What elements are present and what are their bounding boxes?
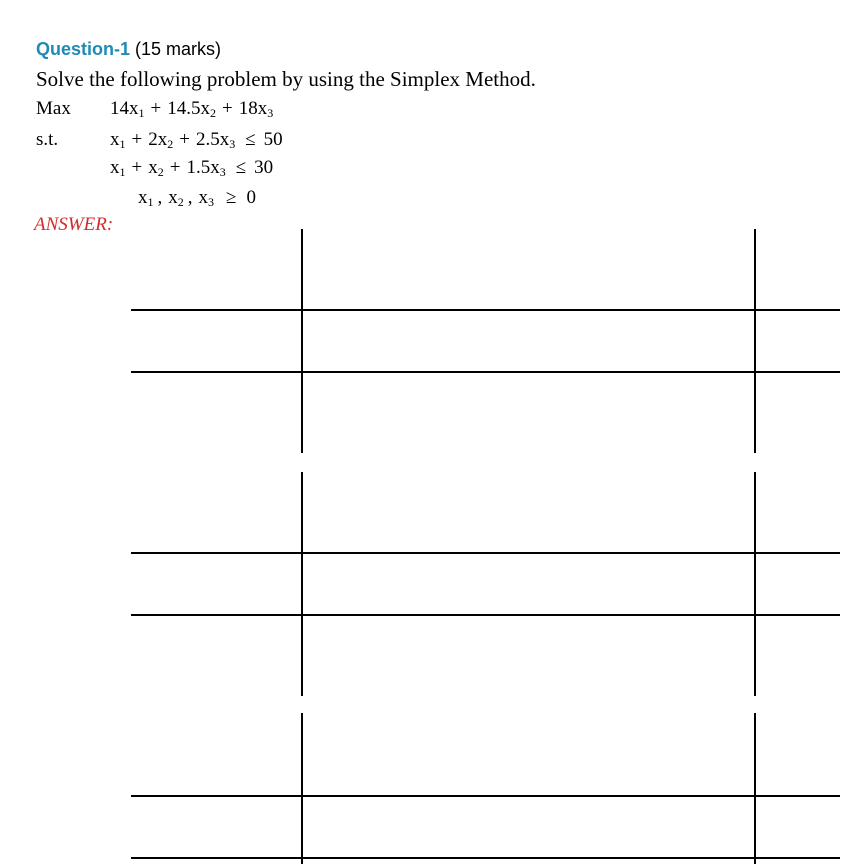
table-1-header-line [131,309,840,311]
constraints-label: s.t. [36,129,59,150]
table-2-left-divider [301,472,303,696]
table-2-header-line [131,552,840,554]
table-2-row-line [131,614,840,616]
answer-label: ANSWER: [34,214,114,235]
objective-expression: $14x_1 + 14.5x_2 + 18x_3$ [110,98,274,120]
table-1-left-divider [301,229,303,453]
table-2-right-divider [754,472,756,696]
question-marks: (15 marks) [130,39,222,59]
table-3-row-line [131,857,840,859]
table-1-right-divider [754,229,756,453]
constraint-2: $x_1 + x_2 + 1.5x_3 \le 30$ [110,157,274,179]
table-3-right-divider [754,713,756,864]
nonnegativity-constraint: $x_1$ , $x_2$ , $x_3 \ge 0$ [138,187,256,209]
problem-instruction: Solve the following problem by using the Simplex Method. [36,67,536,91]
question-number: Question-1 [36,39,131,59]
table-3-left-divider [301,713,303,864]
table-1-row-line [131,371,840,373]
objective-label: Max [36,98,71,119]
question-heading [36,38,221,60]
constraint-1: $x_1 + 2x_2 + 2.5x_3 \le 50$ [110,129,283,151]
table-3-header-line [131,795,840,797]
